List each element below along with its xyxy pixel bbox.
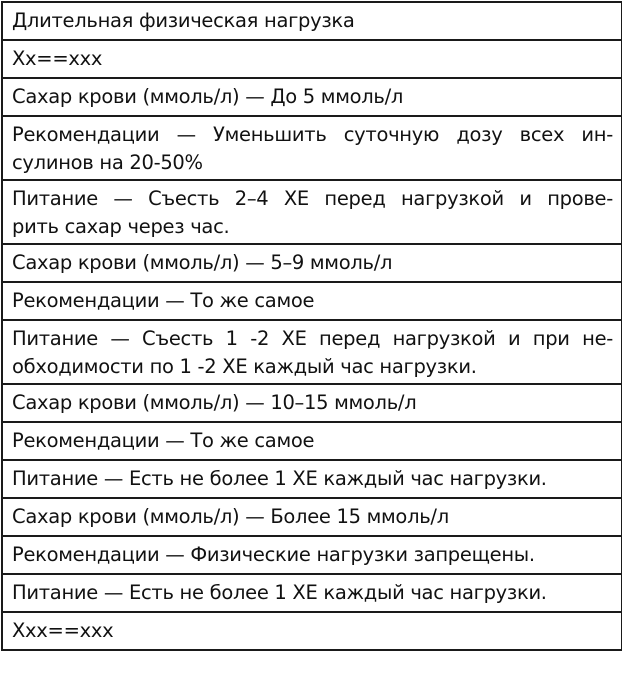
row-text: Питание — Есть не более 1 ХЕ каждый час нагрузки. [12,467,547,490]
table-row-recommendation [3,283,621,321]
row-text-line-1: Питание — Съесть 1 -2 ХЕ перед нагрузкой и при не- [12,327,613,350]
row-text: Xx==xxx [12,47,103,70]
row-text: Сахар крови (ммоль/л) — 10–15 ммоль/л [12,391,417,414]
table-row-sugar [3,79,621,117]
row-text: Xxx==xxx [12,619,114,642]
row-text: Длительная физическая нагрузка [12,9,355,32]
row-text: Рекомендации — То же самое [12,429,315,452]
table-row-nutrition [3,461,621,499]
table-row-marker [3,613,621,651]
table-row-recommendation [3,537,621,575]
table-row-nutrition [3,575,621,613]
table-row-marker [3,41,621,79]
row-text-line-2: рить сахар через час. [12,215,230,238]
table-row-sugar [3,385,621,423]
info-table [1,1,622,651]
row-text-line-1: Рекомендации — Уменьшить суточную дозу всех ин- [12,123,613,146]
row-text: Сахар крови (ммоль/л) — Более 15 ммоль/л [12,505,449,528]
row-text: Питание — Есть не более 1 ХЕ каждый час нагрузки. [12,581,547,604]
row-text-line-2: обходимости по 1 -2 ХЕ каждый час нагрузки. [12,355,477,378]
table-row-sugar [3,245,621,283]
row-text-line-2: сулинов на 20-50% [12,151,203,174]
row-text: Сахар крови (ммоль/л) — До 5 ммоль/л [12,85,404,108]
row-text-line-1: Питание — Съесть 2–4 ХЕ перед нагрузкой и прове- [12,187,613,210]
table-row-title [3,3,621,41]
table-row-recommendation [3,423,621,461]
table-row-nutrition [3,181,621,245]
row-text: Рекомендации — То же самое [12,289,315,312]
table-row-recommendation [3,117,621,181]
table-row-nutrition [3,321,621,385]
table-row-sugar [3,499,621,537]
row-text: Сахар крови (ммоль/л) — 5–9 ммоль/л [12,251,393,274]
row-text: Рекомендации — Физические нагрузки запрещены. [12,543,535,566]
